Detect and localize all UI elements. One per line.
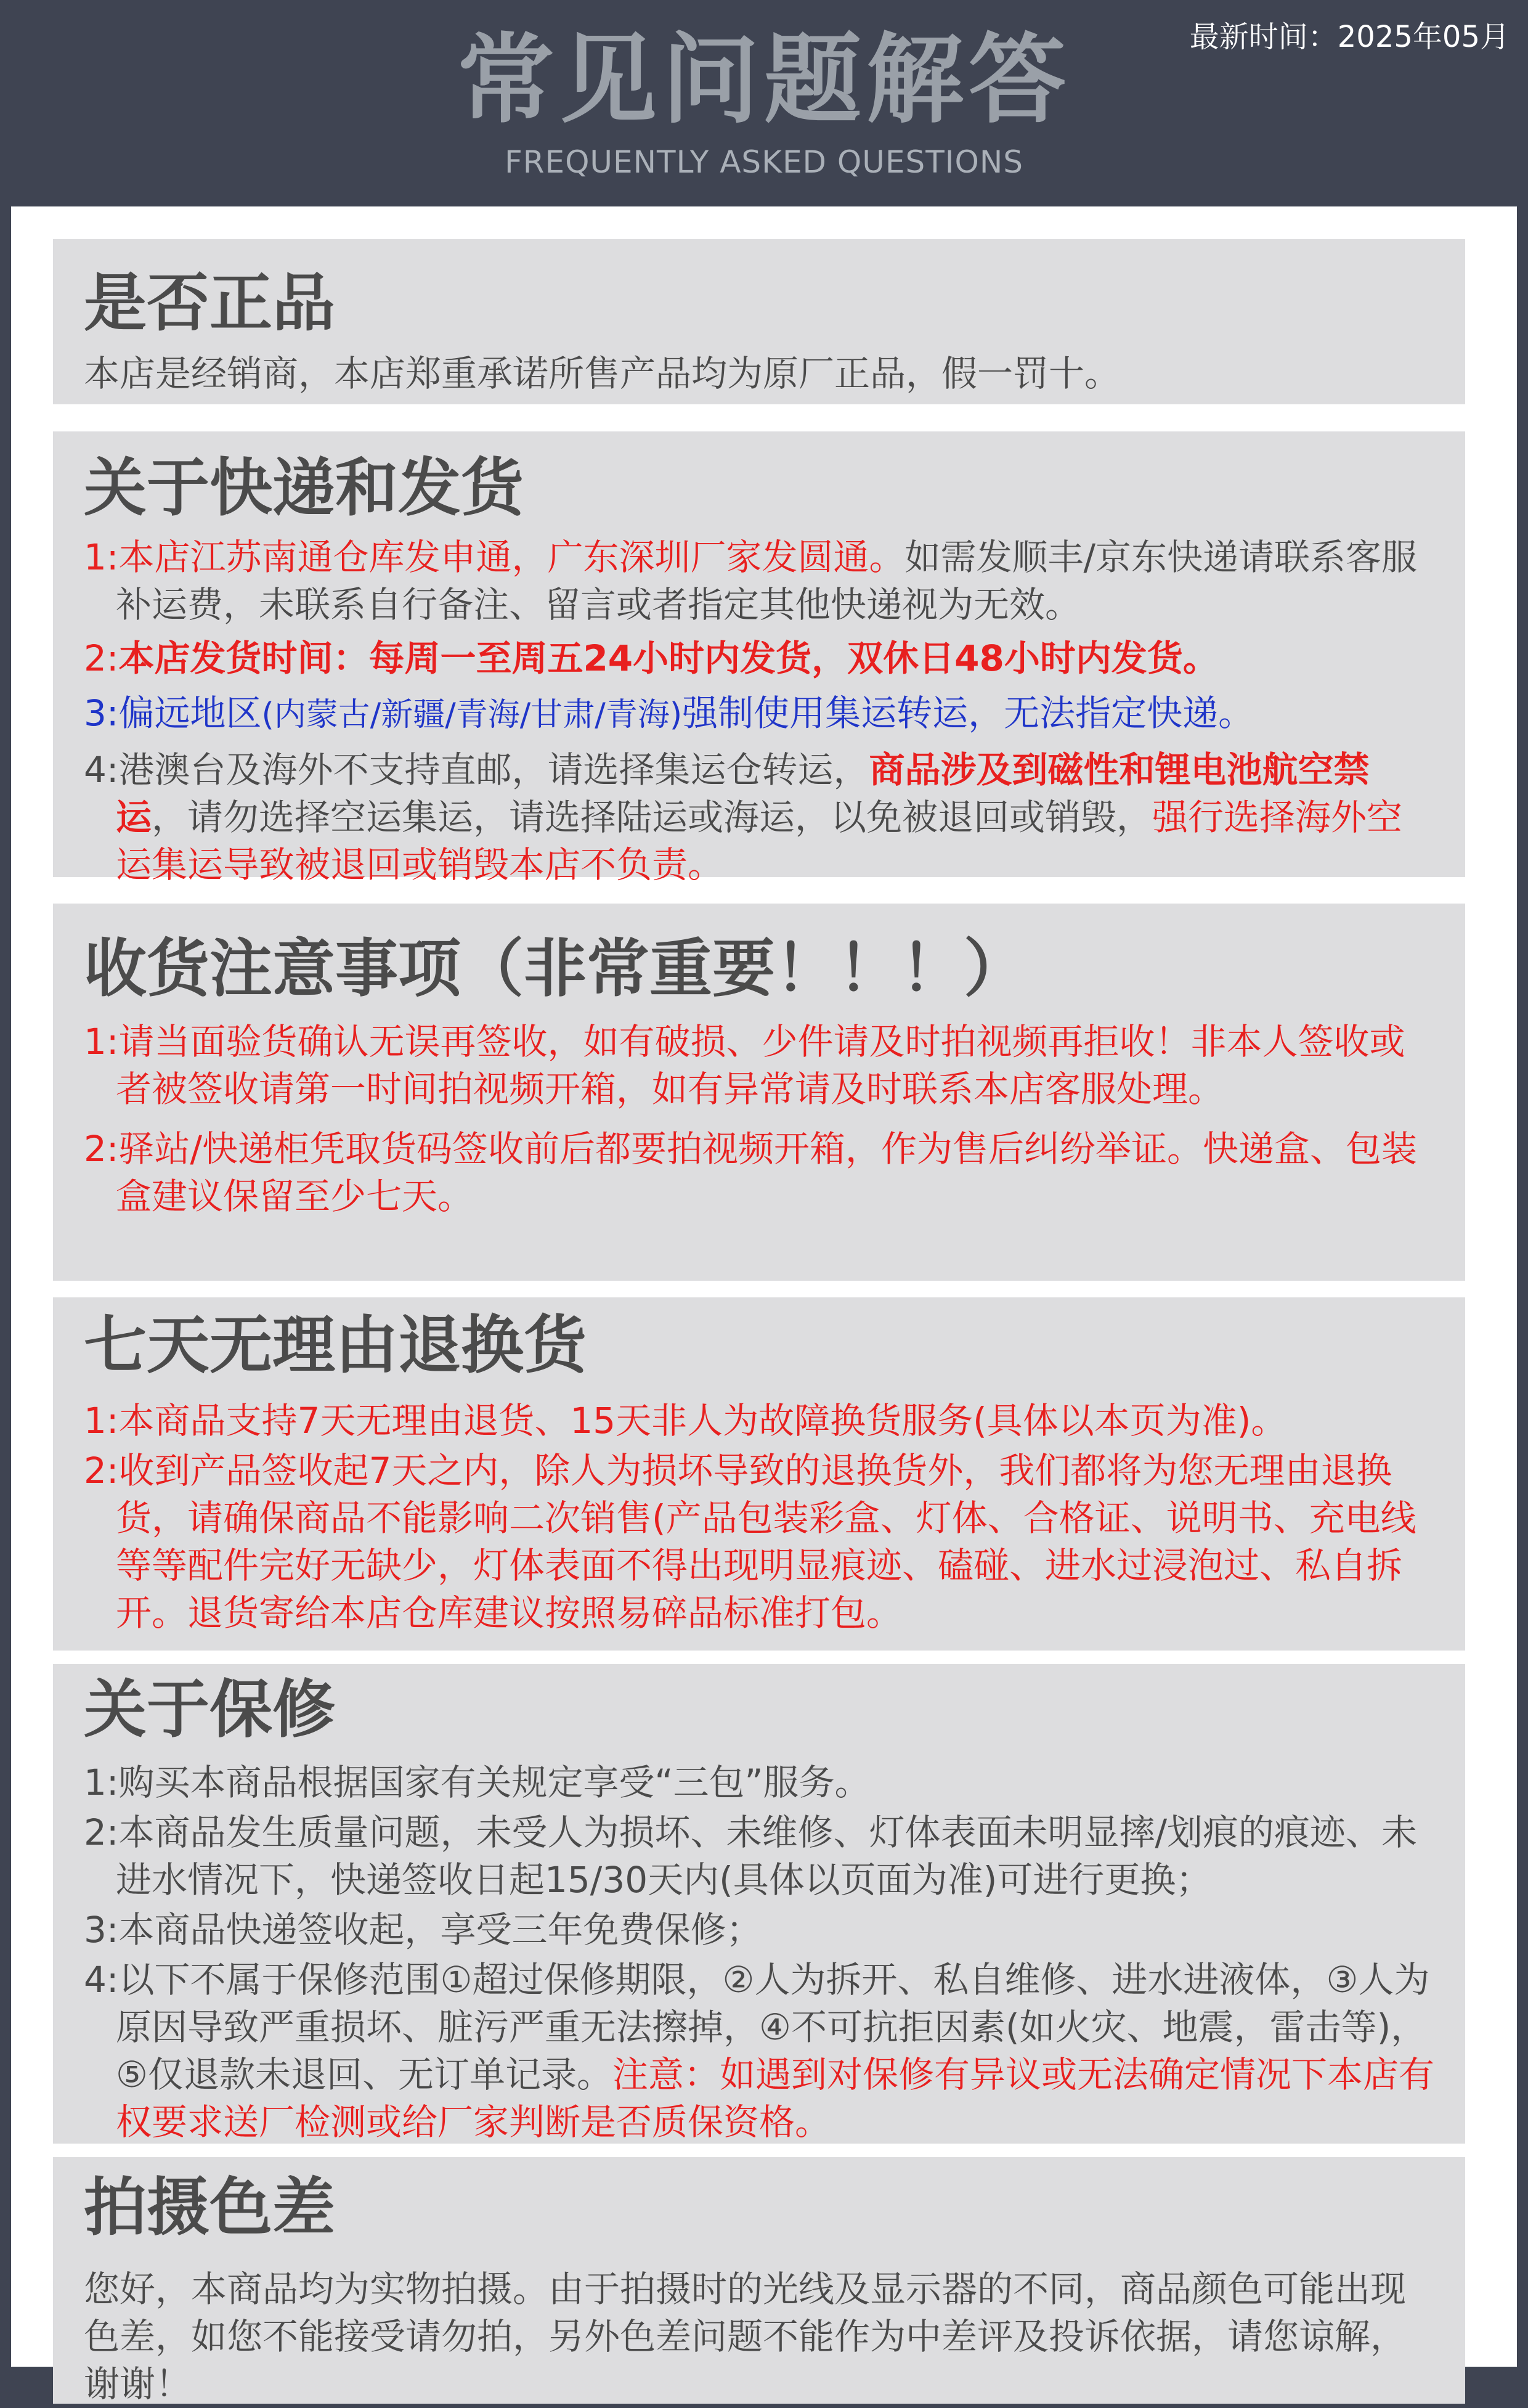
card-title: 拍摄色差 xyxy=(84,2171,335,2245)
card-title: 收货注意事项（非常重要！！！） xyxy=(84,933,1026,1006)
returns-item-2: 2:收到产品签收起7天之内，除人为损坏导致的退换货外，我们都将为您无理由退换货，请确保商品不能影响二次销售(产品包装彩盒、灯体、合格证、说明书、充电线等等配件完好无缺少，灯体表面不得出现明显痕迹、磕碰、进水过浸泡过、私自拆开。退货寄给本店仓库建议按照易碎品标准打包。 xyxy=(84,1450,1416,1634)
card-title: 七天无理由退换货 xyxy=(84,1309,587,1382)
shipping-item-1 xyxy=(84,534,1434,629)
shipping-item-4-d: 强行选择海外空运集运导致被退回或销毁本店不负责。 xyxy=(116,796,1403,886)
warranty-item-3: 3:本商品快递签收起，享受三年免费保修； xyxy=(84,1909,762,1951)
receiving-item-2: 2:驿站/快递柜凭取货码签收前后都要拍视频开箱，作为售后纠纷举证。快递盒、包装盒建议保留至少七天。 xyxy=(84,1128,1417,1217)
shipping-item-1-text: 如需发顺丰/京东快递请联系客服补运费，未联系自行备注、留言或者指定其他快递视为无效。 xyxy=(116,536,1417,626)
returns-item-1: 1:本商品支持7天无理由退货、15天非人为故障换货服务(具体以本页为准)。 xyxy=(84,1400,1287,1442)
warranty-item-1: 1:购买本商品根据国家有关规定享受“三包”服务。 xyxy=(84,1761,871,1803)
shipping-item-2 xyxy=(84,635,1434,682)
shipping-item-3-c: 强制使用集运转运，无法指定快递。 xyxy=(682,692,1254,734)
receiving-item-1: 1:请当面验货确认无误再签收，如有破损、少件请及时拍视频再拒收！非本人签收或者被签收请第一时间拍视频开箱，如有异常请及时联系本店客服处理。 xyxy=(84,1021,1405,1110)
card-title: 关于保修 xyxy=(84,1673,335,1747)
shipping-item-3-b: (内蒙古/新疆/青海/甘肃/青海) xyxy=(261,696,683,733)
faq-panel xyxy=(11,206,1517,2405)
shipping-item-2-num: 2: xyxy=(84,637,119,679)
card-text: 本店是经销商，本店郑重承诺所售产品均为原厂正品，假一罚十。 xyxy=(84,353,1121,394)
shipping-item-3 xyxy=(84,690,1434,739)
color-text: 您好，本商品均为实物拍摄。由于拍摄时的光线及显示器的不同，商品颜色可能出现色差，如您不能接受请勿拍，另外色差问题不能作为中差评及投诉依据，请您谅解，谢谢！ xyxy=(84,2268,1407,2405)
shipping-item-4-a: 4:港澳台及海外不支持直邮，请选择集运仓转运， xyxy=(84,749,869,791)
faq-card-receiving xyxy=(53,904,1465,1281)
card-title: 是否正品 xyxy=(84,267,335,340)
shipping-item-2-text: 本店发货时间：每周一至周五24小时内发货，双休日48小时内发货。 xyxy=(118,637,1219,679)
shipping-item-1-red: 1:本店江苏南通仓库发申通，广东深圳厂家发圆通。 xyxy=(84,536,905,578)
faq-card-color xyxy=(53,2157,1465,2404)
shipping-item-4-c: ，请勿选择空运集运，请选择陆运或海运，以免被退回或销毁， xyxy=(152,796,1153,838)
warranty-item-4-text: 4:以下不属于保修范围①超过保修期限，②人为拆开、私自维修、进水进液体，③人为原因导致严重损坏、脏污严重无法擦掉，④不可抗拒因素(如火灾、地震，雷击等)，⑤仅退款未退回、无订单记录。 xyxy=(84,1959,1430,2096)
shipping-item-3-a: 3:偏远地区 xyxy=(84,692,262,734)
page-title: 常见问题解答 xyxy=(457,23,1071,137)
faq-card-returns xyxy=(53,1297,1465,1651)
warranty-item-4 xyxy=(84,1956,1434,2146)
shipping-item-4 xyxy=(84,746,1434,889)
warranty-item-2: 2:本商品发生质量问题，未受人为损坏、未维修、灯体表面未明显摔/划痕的痕迹、未进水情况下，快递签收日起15/30天内(具体以页面为准)可进行更换； xyxy=(84,1811,1417,1901)
card-title: 关于快递和发货 xyxy=(84,452,524,525)
page-subtitle: FREQUENTLY ASKED QUESTIONS xyxy=(504,144,1023,180)
faq-card-shipping xyxy=(53,431,1465,886)
shipping-item-4-b: 商品涉及到磁性和锂电池航空禁运 xyxy=(116,749,1370,838)
warranty-item-4-note: 注意：如遇到对保修有异议或无法确定情况下本店有权要求送厂检测或给厂家判断是否质保资格。 xyxy=(116,2054,1435,2143)
faq-card-authentic xyxy=(53,239,1465,404)
faq-card-warranty xyxy=(53,1664,1465,2144)
update-date: 最新时间：2025年05月 xyxy=(1189,20,1510,54)
page-header xyxy=(0,0,1528,206)
